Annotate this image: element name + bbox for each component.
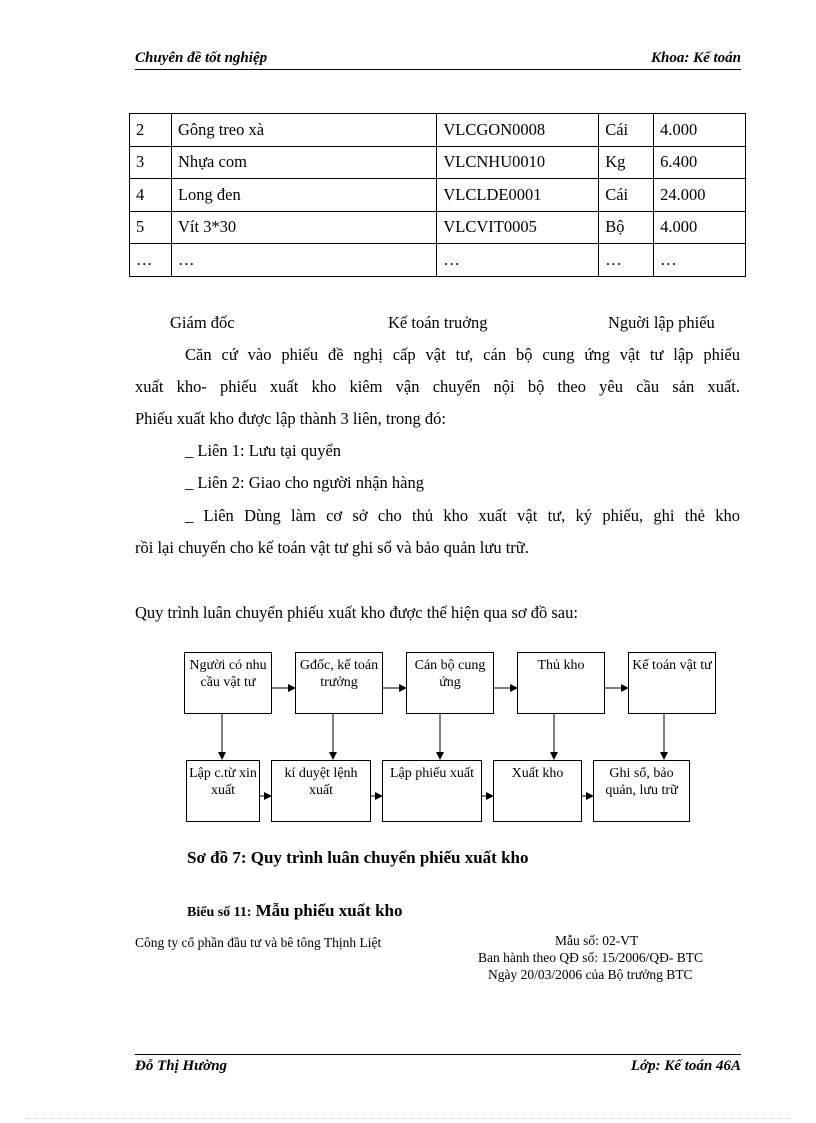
diagram-caption: Sơ đồ 7: Quy trình luân chuyển phiếu xuất kho [187,848,529,867]
footer-left: Đỗ Thị Hường [135,1058,228,1074]
cell-qty: 24.000 [654,179,746,212]
company-name: Công ty cổ phần đầu tư và bê tông Thịnh Liệt [135,935,382,950]
paragraph-line: Căn cứ vào phiếu đề nghị cấp vật tư, cán bộ cung ứng vật tư lập phiếu [185,345,740,364]
signature-director: Giám đốc [170,313,235,332]
flow-box-create-slip: Lập phiếu xuất [382,760,482,822]
cell-name: … [171,244,436,277]
cell-code: VLCGON0008 [437,114,599,147]
flow-box-supply-officer: Cán bộ cung ứng [406,652,494,714]
flow-box-request-voucher: Lập c.từ xin xuất [186,760,260,822]
lien-3-cont: rồi lại chuyển cho kế toán vật tư ghi sổ và bảo quản lưu trữ. [135,538,529,557]
lien-2: _ Liên 2: Giao cho người nhận hàng [185,473,424,492]
header-left: Chuyên đề tốt nghiệp [135,50,268,66]
cell-qty: 6.400 [654,146,746,179]
form-heading [187,901,403,921]
flow-box-record-store: Ghi sổ, bảo quản, lưu trữ [593,760,690,822]
cell-code: VLCLDE0001 [437,179,599,212]
cell-unit: Cái [599,114,654,147]
form-label: Biểu số 11: [187,905,252,920]
cell-code: VLCNHU0010 [437,146,599,179]
flow-box-storekeeper: Thủ kho [517,652,605,714]
flow-box-director: Gđốc, kế toán trưởng [295,652,383,714]
lien-3: _ Liên Dùng làm cơ sở cho thủ kho xuất vật tư, ký phiếu, ghi thẻ kho [185,506,740,525]
flow-box-approve-order: kí duyệt lệnh xuất [271,760,371,822]
cell-qty: 4.000 [654,211,746,244]
cell-name: Nhựa com [171,146,436,179]
page-edge [25,1118,791,1119]
cell-code: … [437,244,599,277]
decision-ref: Ban hành theo QĐ số: 15/2006/QĐ- BTC [478,950,703,965]
decision-date: Ngày 20/03/2006 của Bộ trưởng BTC [488,967,693,982]
lien-1: _ Liên 1: Lưu tại quyển [185,441,342,460]
cell-qty: … [654,244,746,277]
footer-rule [135,1054,741,1055]
flow-box-issue-goods: Xuất kho [493,760,582,822]
cell-stt: 2 [130,114,172,147]
header-right: Khoa: Kế toán [650,50,741,66]
cell-name: Long đen [171,179,436,212]
flow-box-materials-accountant: Kế toán vật tư [628,652,716,714]
paragraph-line: xuất kho- phiếu xuất kho kiêm vận chuyển nội bộ theo yêu cầu sản xuất. [135,377,740,396]
cell-stt: … [130,244,172,277]
signature-preparer: Nguời lập phiếu [608,313,715,332]
cell-stt: 4 [130,179,172,212]
cell-unit: Bộ [599,211,654,244]
cell-unit: Cái [599,179,654,212]
form-title: Mẫu phiếu xuất kho [255,901,403,920]
footer-right: Lớp: Kế toán 46A [630,1058,741,1074]
flow-box-requester: Người có nhu cầu vật tư [184,652,272,714]
form-number: Mẫu số: 02-VT [555,933,639,948]
cell-unit: Kg [599,146,654,179]
cell-stt: 5 [130,211,172,244]
cell-name: Gông treo xà [171,114,436,147]
cell-qty: 4.000 [654,114,746,147]
flow-intro: Quy trình luân chuyển phiếu xuất kho được thể hiện qua sơ đồ sau: [135,603,578,622]
signature-chief-accountant: Kế toán truởng [388,313,488,332]
cell-name: Vít 3*30 [171,211,436,244]
cell-code: VLCVIT0005 [437,211,599,244]
paragraph-line: Phiếu xuất kho được lập thành 3 liên, trong đó: [135,409,446,428]
cell-stt: 3 [130,146,172,179]
cell-unit: … [599,244,654,277]
